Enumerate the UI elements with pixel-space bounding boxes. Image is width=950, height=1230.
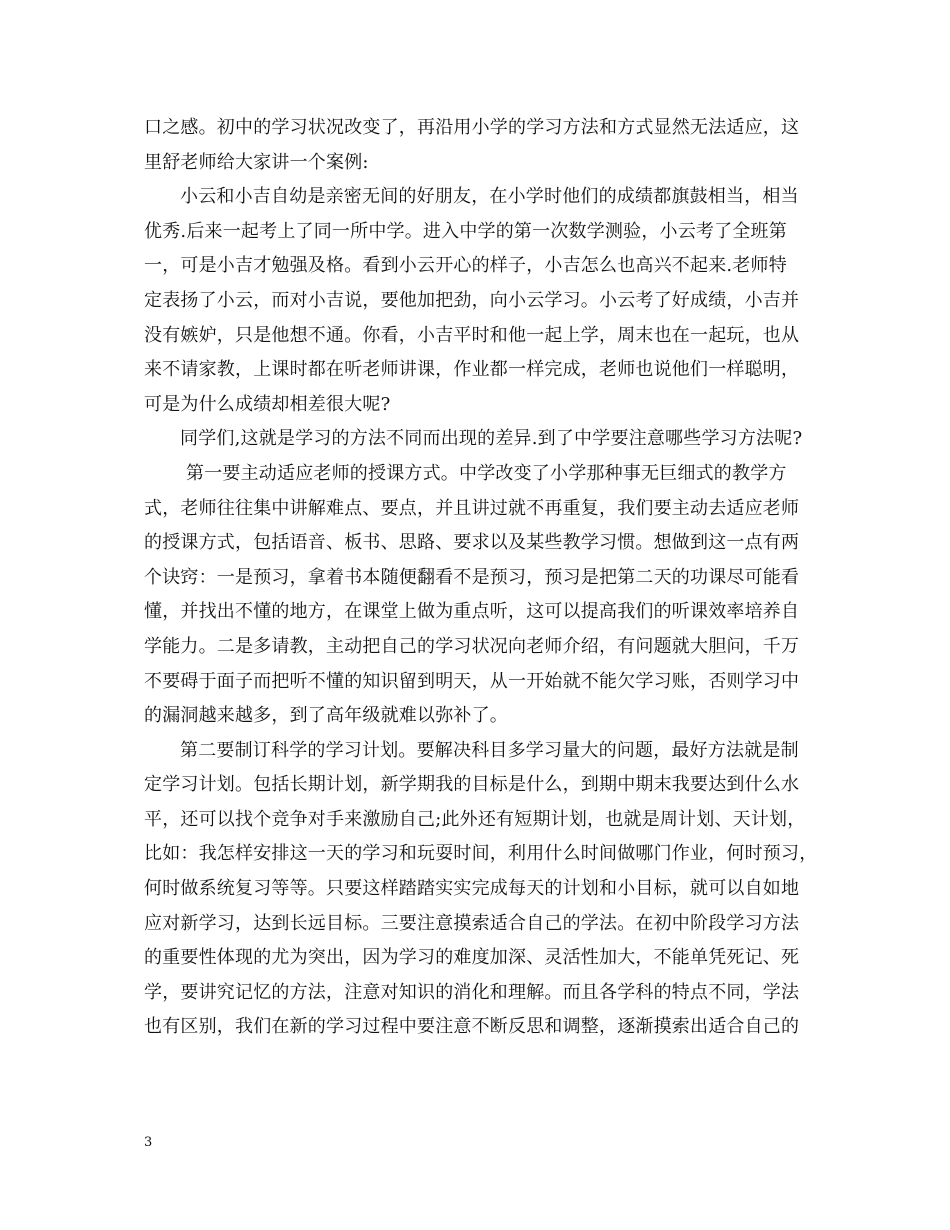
paragraph-start-line: 同学们,这就是学习的方法不同而出现的差异.到了中学要注意哪些学习方法呢?	[180, 428, 803, 450]
text-line: 的授课方式，包括语音、板书、思路、要求以及某些教学习惯。想做到这一点有两	[144, 532, 800, 554]
text-line: 口之感。初中的学习状况改变了，再沿用小学的学习方法和方式显然无法适应，这	[144, 117, 800, 138]
text-line: 学能力。二是多请教，主动把自己的学习状况向老师介绍，有问题就大胆问，千万	[144, 635, 800, 657]
text-line: 懂，并找出不懂的地方，在课堂上做为重点听，这可以提高我们的听课效率培养自	[144, 601, 800, 623]
paragraph-start-line: 第一要主动适应老师的授课方式。中学改变了小学那种事无巨细式的教学方	[186, 462, 787, 484]
text-line: 可是为什么成绩却相差很大呢?	[144, 393, 391, 415]
text-line: 来不请家教，上课时都在听老师讲课，作业都一样完成，老师也说他们一样聪明，	[144, 359, 800, 381]
text-line: 里舒老师给大家讲一个案例:	[144, 151, 369, 173]
text-line: 何时做系统复习等等。只要这样踏踏实实完成每天的计划和小目标，就可以自如地	[144, 878, 800, 900]
text-line: 学，要讲究记忆的方法，注意对知识的消化和理解。而且各学科的特点不同，学法	[144, 981, 800, 1003]
text-line: 定表扬了小云，而对小吉说，要他加把劲，向小云学习。小云考了好成绩，小吉并	[144, 289, 800, 311]
text-line: 平，还可以找个竞争对手来激励自己;此外还有短期计划，也就是周计划、天计划，	[144, 808, 806, 830]
body-text	[144, 111, 824, 1045]
text-line: 式，老师往往集中讲解难点、要点，并且讲过就不再重复，我们要主动去适应老师	[144, 497, 800, 519]
text-line: 定学习计划。包括长期计划，新学期我的目标是什么，到期中期末我要达到什么水	[144, 774, 800, 796]
text-line: 优秀.后来一起考上了同一所中学。进入中学的第一次数学测验，小云考了全班第	[144, 220, 787, 242]
text-line: 一，可是小吉才勉强及格。看到小云开心的样子，小吉怎么也高兴不起来.老师特	[144, 255, 787, 277]
page-number: 3	[144, 1135, 153, 1150]
text-line: 个诀窍：一是预习，拿着书本随便翻看不是预习，预习是把第二天的功课尽可能看	[144, 566, 800, 588]
paragraph-start-line: 小云和小吉自幼是亲密无间的好朋友，在小学时他们的成绩都旗鼓相当，相当	[180, 186, 799, 208]
text-line: 比如：我怎样安排这一天的学习和玩耍时间，利用什么时间做哪门作业，何时预习，	[144, 843, 818, 865]
text-line: 也有区别，我们在新的学习过程中要注意不断反思和调整，逐渐摸索出适合自己的	[144, 1016, 800, 1038]
paragraph-start-line: 第二要制订科学的学习计划。要解决科目多学习量大的问题，最好方法就是制	[180, 739, 799, 761]
text-line: 的漏洞越来越多，到了高年级就难以弥补了。	[144, 705, 508, 727]
text-line: 没有嫉妒，只是他想不通。你看，小吉平时和他一起上学，周末也在一起玩，也从	[144, 324, 800, 346]
text-line: 不要碍于面子而把听不懂的知识留到明天，从一开始就不能欠学习账，否则学习中	[144, 670, 800, 692]
text-line: 应对新学习，达到长远目标。三要注意摸索适合自己的学法。在初中阶段学习方法	[144, 912, 800, 934]
text-line: 的重要性体现的尤为突出，因为学习的难度加深、灵活性加大，不能单凭死记、死	[144, 947, 800, 969]
